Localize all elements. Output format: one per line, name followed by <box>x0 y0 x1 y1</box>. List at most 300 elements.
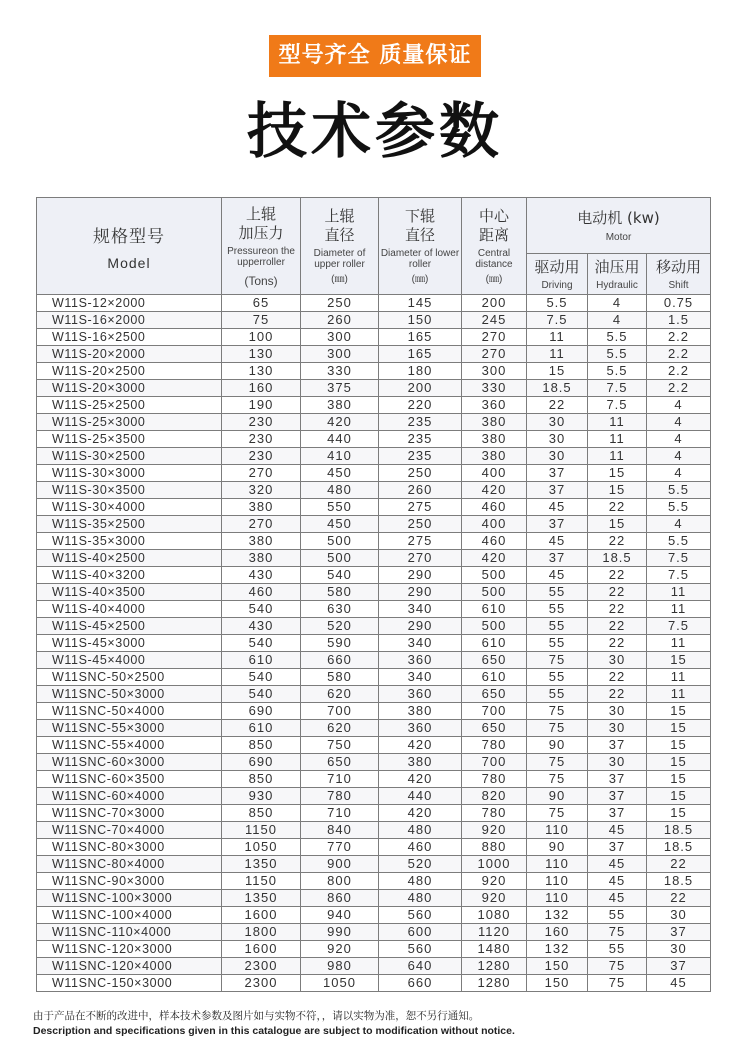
value-cell: 37 <box>647 958 711 975</box>
value-cell: 37 <box>527 550 588 567</box>
value-cell: 55 <box>527 635 588 652</box>
value-cell: 22 <box>588 618 647 635</box>
table-row <box>37 669 711 686</box>
value-cell: 430 <box>222 567 301 584</box>
value-cell: 15 <box>647 703 711 720</box>
table-row <box>37 363 711 380</box>
model-cell: W11SNC-60×4000 <box>37 788 222 805</box>
value-cell: 30 <box>527 414 588 431</box>
disclaimer-en: Description and specifications given in this catalogue are subject to modification without notice. <box>33 1025 515 1037</box>
header-upper-pressure-en: Pressureon the upperroller <box>227 245 295 268</box>
value-cell: 37 <box>588 839 647 856</box>
value-cell: 75 <box>527 805 588 822</box>
value-cell: 55 <box>588 941 647 958</box>
value-cell: 15 <box>527 363 588 380</box>
model-cell: W11SNC-50×4000 <box>37 703 222 720</box>
table-row <box>37 958 711 975</box>
value-cell: 780 <box>301 788 379 805</box>
value-cell: 400 <box>462 465 527 482</box>
header-driving-en: Driving <box>541 279 573 291</box>
model-cell: W11S-16×2000 <box>37 312 222 329</box>
value-cell: 550 <box>301 499 379 516</box>
value-cell: 700 <box>301 703 379 720</box>
model-cell: W11SNC-55×4000 <box>37 737 222 754</box>
value-cell: 660 <box>379 975 462 992</box>
value-cell: 11 <box>647 669 711 686</box>
value-cell: 260 <box>379 482 462 499</box>
value-cell: 1480 <box>462 941 527 958</box>
table-row <box>37 941 711 958</box>
table-row <box>37 448 711 465</box>
model-cell: W11SNC-150×3000 <box>37 975 222 992</box>
value-cell: 11 <box>588 448 647 465</box>
value-cell: 2300 <box>222 975 301 992</box>
value-cell: 245 <box>462 312 527 329</box>
model-cell: W11SNC-120×3000 <box>37 941 222 958</box>
value-cell: 620 <box>301 720 379 737</box>
value-cell: 860 <box>301 890 379 907</box>
value-cell: 440 <box>379 788 462 805</box>
value-cell: 380 <box>222 533 301 550</box>
value-cell: 15 <box>588 516 647 533</box>
value-cell: 15 <box>647 737 711 754</box>
value-cell: 610 <box>222 652 301 669</box>
table-row <box>37 414 711 431</box>
value-cell: 22 <box>527 397 588 414</box>
value-cell: 710 <box>301 771 379 788</box>
value-cell: 580 <box>301 669 379 686</box>
spec-table <box>36 197 711 992</box>
value-cell: 230 <box>222 448 301 465</box>
value-cell: 15 <box>647 805 711 822</box>
table-row <box>37 329 711 346</box>
table-row <box>37 584 711 601</box>
value-cell: 1150 <box>222 822 301 839</box>
table-row <box>37 890 711 907</box>
table-row <box>37 346 711 363</box>
model-cell: W11SNC-60×3000 <box>37 754 222 771</box>
model-cell: W11S-40×3200 <box>37 567 222 584</box>
table-row <box>37 516 711 533</box>
value-cell: 180 <box>379 363 462 380</box>
value-cell: 600 <box>379 924 462 941</box>
value-cell: 45 <box>527 499 588 516</box>
header-lower-diameter <box>379 198 462 295</box>
value-cell: 235 <box>379 431 462 448</box>
header-shift <box>647 254 711 295</box>
value-cell: 540 <box>222 601 301 618</box>
value-cell: 110 <box>527 873 588 890</box>
value-cell: 22 <box>588 499 647 516</box>
header-center-distance-unit: (㎜) <box>485 273 503 285</box>
value-cell: 450 <box>301 516 379 533</box>
value-cell: 260 <box>301 312 379 329</box>
value-cell: 37 <box>588 805 647 822</box>
table-row <box>37 465 711 482</box>
value-cell: 610 <box>462 669 527 686</box>
value-cell: 100 <box>222 329 301 346</box>
value-cell: 840 <box>301 822 379 839</box>
value-cell: 150 <box>379 312 462 329</box>
value-cell: 75 <box>527 720 588 737</box>
value-cell: 480 <box>379 890 462 907</box>
value-cell: 690 <box>222 703 301 720</box>
model-cell: W11S-25×2500 <box>37 397 222 414</box>
value-cell: 160 <box>527 924 588 941</box>
model-cell: W11SNC-60×3500 <box>37 771 222 788</box>
model-cell: W11S-20×2000 <box>37 346 222 363</box>
value-cell: 780 <box>462 805 527 822</box>
value-cell: 1050 <box>301 975 379 992</box>
value-cell: 560 <box>379 941 462 958</box>
model-cell: W11S-35×2500 <box>37 516 222 533</box>
value-cell: 45 <box>588 822 647 839</box>
value-cell: 2.2 <box>647 380 711 397</box>
header-lower-diameter-unit: (㎜) <box>411 273 429 285</box>
value-cell: 5.5 <box>588 329 647 346</box>
value-cell: 990 <box>301 924 379 941</box>
value-cell: 900 <box>301 856 379 873</box>
value-cell: 75 <box>527 771 588 788</box>
banner: 型号齐全 质量保证 <box>269 35 481 77</box>
model-cell: W11SNC-80×4000 <box>37 856 222 873</box>
model-cell: W11S-30×3500 <box>37 482 222 499</box>
value-cell: 380 <box>462 431 527 448</box>
value-cell: 200 <box>462 295 527 312</box>
value-cell: 290 <box>379 584 462 601</box>
value-cell: 37 <box>588 737 647 754</box>
value-cell: 55 <box>527 601 588 618</box>
value-cell: 270 <box>222 516 301 533</box>
header-upper-pressure-cn: 上辊 加压力 <box>238 204 284 242</box>
value-cell: 4 <box>588 295 647 312</box>
value-cell: 420 <box>379 737 462 754</box>
value-cell: 37 <box>588 771 647 788</box>
value-cell: 650 <box>462 686 527 703</box>
value-cell: 2.2 <box>647 329 711 346</box>
value-cell: 480 <box>301 482 379 499</box>
value-cell: 150 <box>527 975 588 992</box>
value-cell: 360 <box>379 720 462 737</box>
value-cell: 30 <box>588 720 647 737</box>
model-cell: W11SNC-50×2500 <box>37 669 222 686</box>
table-row <box>37 567 711 584</box>
value-cell: 430 <box>222 618 301 635</box>
value-cell: 30 <box>527 431 588 448</box>
value-cell: 110 <box>527 856 588 873</box>
value-cell: 850 <box>222 737 301 754</box>
value-cell: 480 <box>379 873 462 890</box>
value-cell: 0.75 <box>647 295 711 312</box>
value-cell: 90 <box>527 737 588 754</box>
value-cell: 1120 <box>462 924 527 941</box>
model-cell: W11S-40×3500 <box>37 584 222 601</box>
value-cell: 610 <box>222 720 301 737</box>
header-hydraulic-cn: 油压用 <box>594 257 640 276</box>
value-cell: 22 <box>588 567 647 584</box>
model-cell: W11S-35×3000 <box>37 533 222 550</box>
value-cell: 7.5 <box>527 312 588 329</box>
value-cell: 540 <box>222 686 301 703</box>
value-cell: 620 <box>301 686 379 703</box>
value-cell: 1.5 <box>647 312 711 329</box>
value-cell: 165 <box>379 346 462 363</box>
value-cell: 630 <box>301 601 379 618</box>
value-cell: 4 <box>647 397 711 414</box>
value-cell: 132 <box>527 907 588 924</box>
header-center-distance <box>462 198 527 295</box>
model-cell: W11SNC-80×3000 <box>37 839 222 856</box>
table-row <box>37 873 711 890</box>
value-cell: 1280 <box>462 958 527 975</box>
value-cell: 165 <box>379 329 462 346</box>
value-cell: 920 <box>462 890 527 907</box>
value-cell: 700 <box>462 754 527 771</box>
value-cell: 300 <box>462 363 527 380</box>
value-cell: 690 <box>222 754 301 771</box>
value-cell: 4 <box>647 465 711 482</box>
value-cell: 30 <box>527 448 588 465</box>
table-row <box>37 907 711 924</box>
value-cell: 11 <box>647 601 711 618</box>
value-cell: 340 <box>379 669 462 686</box>
value-cell: 4 <box>588 312 647 329</box>
value-cell: 45 <box>588 856 647 873</box>
table-row <box>37 856 711 873</box>
value-cell: 300 <box>301 329 379 346</box>
table-row <box>37 771 711 788</box>
spec-table-body <box>37 295 711 992</box>
value-cell: 770 <box>301 839 379 856</box>
value-cell: 340 <box>379 601 462 618</box>
value-cell: 420 <box>379 771 462 788</box>
header-center-distance-en: Central distance <box>475 247 513 270</box>
header-shift-en: Shift <box>668 279 689 291</box>
model-cell: W11S-20×3000 <box>37 380 222 397</box>
header-upper-diameter-cn: 上辊 直径 <box>324 206 355 244</box>
value-cell: 330 <box>462 380 527 397</box>
value-cell: 5.5 <box>647 482 711 499</box>
value-cell: 270 <box>379 550 462 567</box>
table-row <box>37 380 711 397</box>
value-cell: 11 <box>647 686 711 703</box>
value-cell: 55 <box>588 907 647 924</box>
model-cell: W11S-45×3000 <box>37 635 222 652</box>
value-cell: 940 <box>301 907 379 924</box>
value-cell: 22 <box>588 601 647 618</box>
value-cell: 460 <box>379 839 462 856</box>
value-cell: 235 <box>379 448 462 465</box>
table-row <box>37 482 711 499</box>
value-cell: 380 <box>222 550 301 567</box>
value-cell: 11 <box>588 414 647 431</box>
model-cell: W11SNC-70×3000 <box>37 805 222 822</box>
value-cell: 11 <box>588 431 647 448</box>
value-cell: 110 <box>527 890 588 907</box>
value-cell: 22 <box>647 856 711 873</box>
header-motor <box>527 198 711 254</box>
page-title: 技术参数 <box>247 97 503 167</box>
value-cell: 45 <box>527 533 588 550</box>
value-cell: 15 <box>647 754 711 771</box>
value-cell: 710 <box>301 805 379 822</box>
value-cell: 75 <box>527 652 588 669</box>
value-cell: 18.5 <box>647 873 711 890</box>
value-cell: 580 <box>301 584 379 601</box>
value-cell: 30 <box>647 907 711 924</box>
value-cell: 420 <box>462 550 527 567</box>
value-cell: 75 <box>527 703 588 720</box>
value-cell: 275 <box>379 533 462 550</box>
value-cell: 5.5 <box>588 346 647 363</box>
value-cell: 650 <box>301 754 379 771</box>
table-row <box>37 788 711 805</box>
value-cell: 11 <box>647 584 711 601</box>
value-cell: 15 <box>647 720 711 737</box>
value-cell: 55 <box>527 584 588 601</box>
value-cell: 18.5 <box>647 822 711 839</box>
model-cell: W11S-25×3000 <box>37 414 222 431</box>
value-cell: 90 <box>527 839 588 856</box>
value-cell: 5.5 <box>647 499 711 516</box>
value-cell: 320 <box>222 482 301 499</box>
value-cell: 15 <box>647 788 711 805</box>
value-cell: 37 <box>527 482 588 499</box>
model-cell: W11S-45×4000 <box>37 652 222 669</box>
model-cell: W11SNC-70×4000 <box>37 822 222 839</box>
model-cell: W11S-30×4000 <box>37 499 222 516</box>
value-cell: 110 <box>527 822 588 839</box>
value-cell: 11 <box>527 346 588 363</box>
value-cell: 4 <box>647 516 711 533</box>
value-cell: 500 <box>462 618 527 635</box>
header-upper-diameter <box>301 198 379 295</box>
value-cell: 560 <box>379 907 462 924</box>
model-cell: W11S-12×2000 <box>37 295 222 312</box>
value-cell: 500 <box>301 550 379 567</box>
value-cell: 145 <box>379 295 462 312</box>
value-cell: 360 <box>379 652 462 669</box>
value-cell: 650 <box>462 652 527 669</box>
header-driving <box>527 254 588 295</box>
value-cell: 220 <box>379 397 462 414</box>
table-row <box>37 635 711 652</box>
value-cell: 360 <box>379 686 462 703</box>
value-cell: 11 <box>647 635 711 652</box>
value-cell: 37 <box>527 465 588 482</box>
table-row <box>37 533 711 550</box>
table-row <box>37 924 711 941</box>
value-cell: 55 <box>527 669 588 686</box>
value-cell: 1080 <box>462 907 527 924</box>
value-cell: 75 <box>588 958 647 975</box>
value-cell: 1150 <box>222 873 301 890</box>
value-cell: 4 <box>647 431 711 448</box>
header-center-distance-cn: 中心 距离 <box>478 206 509 244</box>
value-cell: 4 <box>647 448 711 465</box>
value-cell: 380 <box>301 397 379 414</box>
value-cell: 590 <box>301 635 379 652</box>
value-cell: 130 <box>222 363 301 380</box>
value-cell: 250 <box>379 516 462 533</box>
table-row <box>37 431 711 448</box>
value-cell: 700 <box>462 703 527 720</box>
header-shift-cn: 移动用 <box>655 257 701 276</box>
value-cell: 980 <box>301 958 379 975</box>
value-cell: 750 <box>301 737 379 754</box>
table-row <box>37 822 711 839</box>
model-cell: W11S-30×3000 <box>37 465 222 482</box>
header-lower-diameter-cn: 下辊 直径 <box>404 206 435 244</box>
value-cell: 18.5 <box>588 550 647 567</box>
model-cell: W11SNC-55×3000 <box>37 720 222 737</box>
table-row <box>37 703 711 720</box>
table-row <box>37 652 711 669</box>
value-cell: 1350 <box>222 856 301 873</box>
value-cell: 360 <box>462 397 527 414</box>
value-cell: 460 <box>462 499 527 516</box>
value-cell: 275 <box>379 499 462 516</box>
value-cell: 250 <box>301 295 379 312</box>
model-cell: W11S-25×3500 <box>37 431 222 448</box>
value-cell: 2.2 <box>647 363 711 380</box>
value-cell: 330 <box>301 363 379 380</box>
header-upper-pressure <box>222 198 301 295</box>
value-cell: 400 <box>462 516 527 533</box>
value-cell: 22 <box>647 890 711 907</box>
value-cell: 1000 <box>462 856 527 873</box>
value-cell: 22 <box>588 533 647 550</box>
value-cell: 1280 <box>462 975 527 992</box>
model-cell: W11SNC-50×3000 <box>37 686 222 703</box>
value-cell: 200 <box>379 380 462 397</box>
value-cell: 22 <box>588 686 647 703</box>
value-cell: 45 <box>527 567 588 584</box>
header-driving-cn: 驱动用 <box>534 257 580 276</box>
value-cell: 30 <box>588 652 647 669</box>
table-row <box>37 754 711 771</box>
value-cell: 15 <box>647 652 711 669</box>
value-cell: 1050 <box>222 839 301 856</box>
value-cell: 2.2 <box>647 346 711 363</box>
model-cell: W11SNC-90×3000 <box>37 873 222 890</box>
header-motor-en: Motor <box>605 231 632 243</box>
value-cell: 920 <box>462 873 527 890</box>
value-cell: 7.5 <box>647 618 711 635</box>
model-cell: W11SNC-120×4000 <box>37 958 222 975</box>
value-cell: 850 <box>222 771 301 788</box>
model-cell: W11S-40×4000 <box>37 601 222 618</box>
value-cell: 300 <box>301 346 379 363</box>
value-cell: 610 <box>462 635 527 652</box>
value-cell: 22 <box>588 669 647 686</box>
value-cell: 290 <box>379 567 462 584</box>
value-cell: 4 <box>647 414 711 431</box>
value-cell: 55 <box>527 686 588 703</box>
value-cell: 15 <box>588 482 647 499</box>
table-row <box>37 737 711 754</box>
value-cell: 880 <box>462 839 527 856</box>
value-cell: 375 <box>301 380 379 397</box>
value-cell: 540 <box>222 635 301 652</box>
value-cell: 290 <box>379 618 462 635</box>
value-cell: 460 <box>222 584 301 601</box>
value-cell: 660 <box>301 652 379 669</box>
spec-table-container <box>36 197 710 992</box>
value-cell: 45 <box>588 890 647 907</box>
value-cell: 75 <box>527 754 588 771</box>
header-model <box>37 198 222 295</box>
